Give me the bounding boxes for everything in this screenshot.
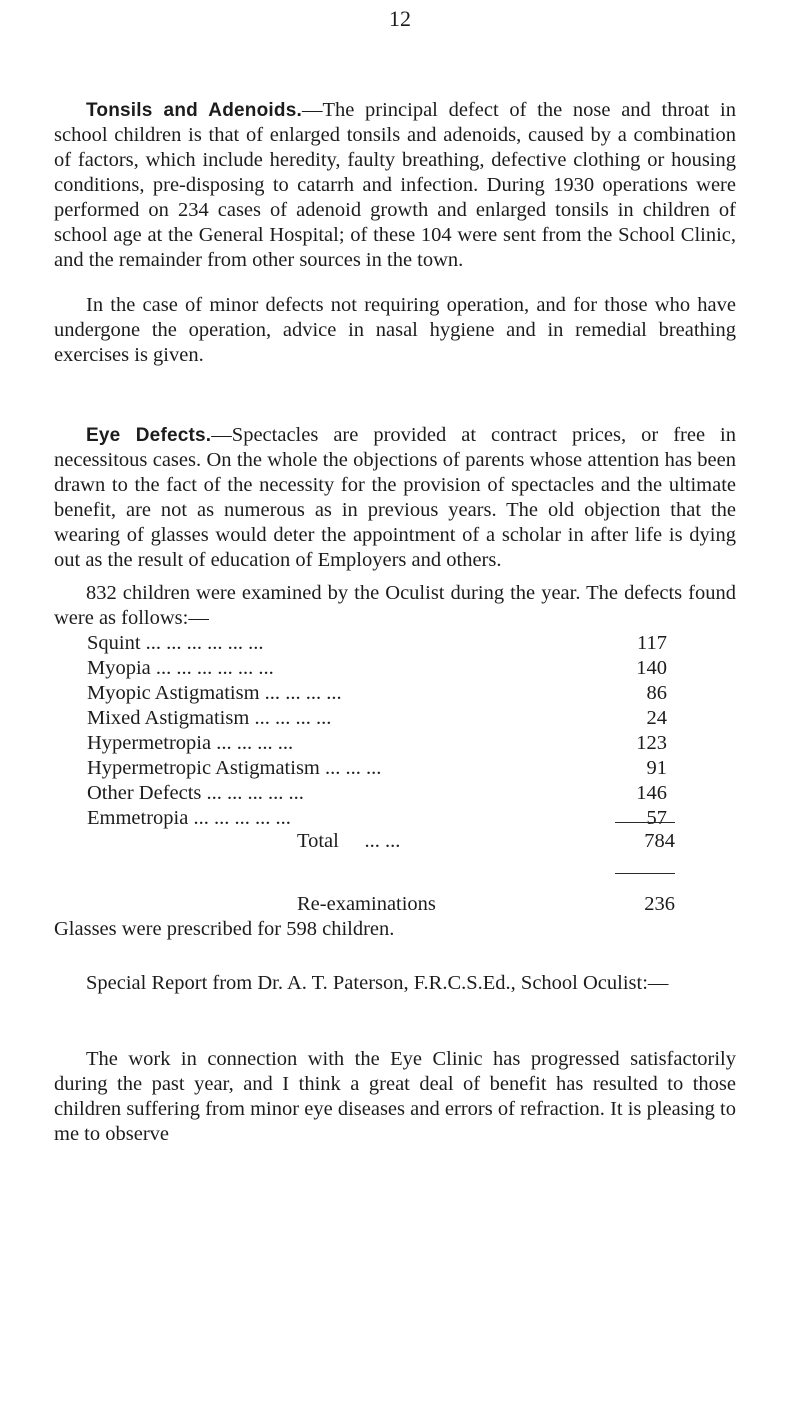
defect-row xyxy=(87,631,667,656)
total-label: Total xyxy=(297,830,339,852)
defect-leader: ... ... ... ... ... xyxy=(176,657,274,679)
eye-defects-text: —Spectacles are provided at contract prices, or free in necessitous cases. On the whole the objections of parents whose attention has been drawn to the fact of the necessity for the provision of spectacles and the ultimate benefit, are not as numerous as in previous years. The old objection that the wearing of glasses would deter the appointment of a scholar in after life is dying out as the result of education of Employers and others. xyxy=(54,424,736,571)
defect-label: Squint ... xyxy=(87,632,162,654)
defect-count: 117 xyxy=(637,632,667,654)
defect-count: 146 xyxy=(636,782,667,804)
eye-defects-paragraph xyxy=(54,423,736,573)
defects-table xyxy=(87,631,667,831)
defect-label: Myopic Astigmatism ... xyxy=(87,682,281,704)
defect-label: Mixed Astigmatism xyxy=(87,707,250,729)
defect-row xyxy=(87,706,667,731)
defect-label: Emmetropia xyxy=(87,807,189,829)
defect-count: 86 xyxy=(646,682,667,704)
defect-leader: ... ... ... ... xyxy=(227,782,304,804)
defect-leader: ... ... ... ... xyxy=(216,732,294,754)
defect-label: Other Defects ... xyxy=(87,782,222,804)
defect-count: 24 xyxy=(646,707,667,729)
subtotal-rule xyxy=(615,822,675,823)
defect-leader: ... ... ... ... ... xyxy=(193,807,291,829)
defect-leader: ... ... ... ... ... xyxy=(166,632,264,654)
reexaminations-row xyxy=(297,893,675,916)
defect-count: 57 xyxy=(646,807,667,829)
examined-paragraph: 832 children were examined by the Oculist during the year. The defects found were as follows:— xyxy=(54,582,736,629)
defect-label: Hypermetropia xyxy=(87,732,212,754)
defect-label: Myopia ... xyxy=(87,657,172,679)
tonsils-paragraph xyxy=(54,98,736,273)
defect-count: 140 xyxy=(636,657,667,679)
tonsils-text: —The principal defect of the nose and throat in school children is that of enlarged tonsils and adenoids, caused by a combination of factors, which include heredity, faulty breathing, defective clothing or housing conditions, pre-disposing to catarrh and infection. During 1930 operations were performed on 234 cases of adenoid growth and enlarged tonsils in children of school age at the General Hospital; of these 104 were sent from the School Clinic, and the remainder from other sources in the town. xyxy=(54,99,736,271)
glasses-line: Glasses were prescribed for 598 children. xyxy=(54,918,395,940)
reexaminations-value: 236 xyxy=(644,893,675,915)
total-row xyxy=(297,830,675,853)
eye-defects-heading: Eye Defects. xyxy=(86,425,212,446)
defect-row xyxy=(87,781,667,806)
defect-row xyxy=(87,656,667,681)
total-leader: ... ... xyxy=(364,830,401,852)
reexaminations-label: Re-examinations xyxy=(297,893,436,915)
defect-row xyxy=(87,756,667,781)
defect-row xyxy=(87,731,667,756)
total-value: 784 xyxy=(644,830,675,852)
tonsils-heading: Tonsils and Adenoids. xyxy=(86,100,302,121)
defect-row xyxy=(87,681,667,706)
defect-row xyxy=(87,806,667,831)
defect-leader: ... ... ... ... xyxy=(254,707,332,729)
defect-label: Hypermetropic Astigmatism ... xyxy=(87,757,341,779)
special-report-paragraph: Special Report from Dr. A. T. Paterson, F.R.C.S.Ed., School Oculist:— xyxy=(86,972,669,994)
total-rule xyxy=(615,873,675,874)
page-number: 12 xyxy=(389,6,411,31)
minor-defects-paragraph: In the case of minor defects not requiring operation, and for those who have undergone the operation, advice in nasal hygiene and in remedial breathing exercises is given. xyxy=(54,294,736,366)
defect-leader: ... ... xyxy=(345,757,382,779)
defect-count: 91 xyxy=(646,757,667,779)
defect-leader: ... ... ... xyxy=(285,682,342,704)
defect-count: 123 xyxy=(636,732,667,754)
eye-clinic-paragraph: The work in connection with the Eye Clinic has progressed satisfactorily during the past year, and I think a great deal of benefit has resulted to those children suffering from minor eye diseases and errors of refraction. It is pleasing to me to observe xyxy=(54,1048,736,1145)
